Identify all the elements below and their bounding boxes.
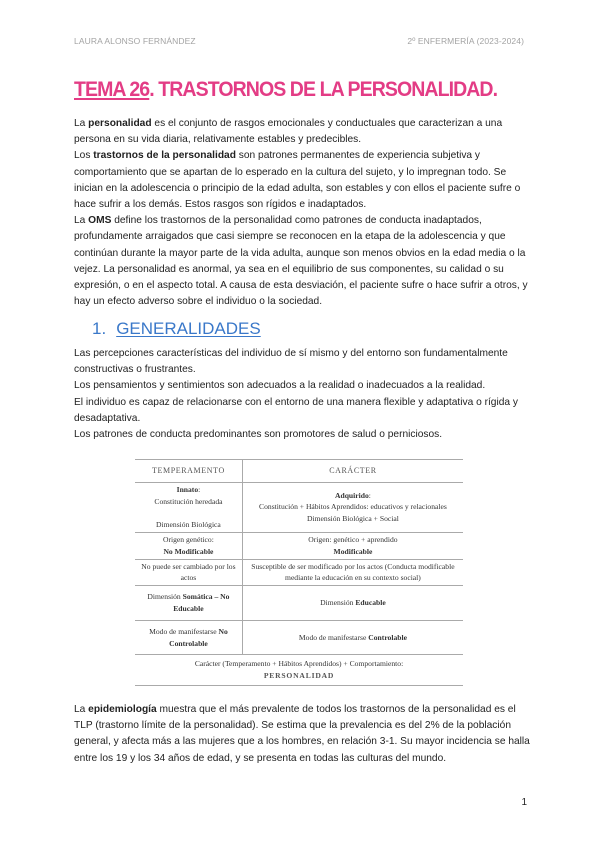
header-author: LAURA ALONSO FERNÁNDEZ (74, 36, 196, 46)
term-trastornos: trastornos de la personalidad (93, 150, 236, 162)
section-title: GENERALIDADES (116, 319, 261, 338)
title-text: . TRASTORNOS DE LA PERSONALIDAD. (149, 78, 498, 101)
page-number: 1 (521, 797, 527, 808)
intro-paragraph-3: La OMS define los trastornos de la personalidad como patrones de conducta inadaptados, profundamente arraigados que casi siempre se reconocen en la etapa de la adolescencia y que continúan durante la mayor parte de la vida adulta, aunque son menos obvios en la edad media o la vejez. La personalidad es anormal, ya sea en el equilibrio de sus componentes, su calidad o su expresión, o en el aspecto total. A causa de esta desviación, el paciente sufre o hace sufrir a otros, y hay un efecto adverso sobre el individuo o la sociedad. (74, 215, 528, 308)
intro-paragraph-1: La personalidad es el conjunto de rasgos emocionales y conductuales que caracterizan a una persona en su vida diaria, relativamente estables y predecibles. (74, 118, 503, 146)
table-cell: Dimensión Somática – No Educable (135, 586, 242, 621)
header-course: 2º ENFERMERÍA (2023-2024) (407, 36, 524, 46)
temperament-character-table (135, 459, 463, 686)
term-personalidad: personalidad (88, 118, 152, 129)
table-cell: No puede ser cambiado por los actos (135, 559, 242, 586)
epidemiology-paragraph: La epidemiología muestra que el más prevalente de todos los trastornos de la personalidad es el TLP (trastorno límite de la personalidad). Se estima que la prevalencia es del 2% de la población general, y afecta más a las mujeres que a los hombres, en relación 3-1. Su mayor incidencia se halla entre los 19 y los 34 años de edad, y se presenta en todas las culturas del mundo. (74, 704, 530, 764)
generalidades-line-1: Las percepciones características del individuo de sí mismo y del entorno son fundamentalmente constructivas o frustrantes. (74, 348, 508, 376)
generalidades-line-4: Los patrones de conducta predominantes son promotores de salud o perniciosos. (74, 429, 443, 441)
intro-paragraph-2: Los trastornos de la personalidad son patrones permanentes de experiencia subjetiva y comportamiento que se apartan de lo esperado en la cultura del sujeto, y lo impregnan todo. Se inician en la adolescencia o principio de la edad adulta, son estables y con ellos el paciente sufre o hace sufrir a los demás. Estos rasgos son rígidos e inadaptados. (74, 150, 521, 211)
table-cell: Susceptible de ser modificado por los actos (Conducta modificable mediante la educación en su contexto social) (242, 559, 463, 586)
table-cell: Adquirido: Constitución + Hábitos Aprendidos: educativos y relacionales Dimensión Biológica + Social (259, 490, 447, 524)
table-cell: Dimensión Educable (242, 586, 463, 621)
table-header-temperamento: TEMPERAMENTO (135, 460, 242, 483)
table-footer: Carácter (Temperamento + Hábitos Aprendidos) + Comportamiento: PERSONALIDAD (135, 655, 463, 686)
generalidades-line-3: El individuo es capaz de relacionarse con el entorno de una manera flexible y adaptativa o rígida y desadaptativa. (74, 396, 518, 424)
table-header-caracter: CARÁCTER (242, 460, 463, 483)
table-cell: Modo de manifestarse Controlable (242, 620, 463, 655)
table-cell: Modo de manifestarse No Controlable (135, 620, 242, 655)
page-title (74, 78, 497, 102)
intro-block (74, 116, 530, 310)
table-cell: Origen genético: No Modificable (135, 532, 242, 559)
section-heading-generalidades (92, 319, 261, 339)
term-epidemiologia: epidemiología (88, 704, 157, 715)
title-number: TEMA 26 (74, 78, 150, 101)
term-oms: OMS (88, 215, 112, 227)
generalidades-block (74, 346, 530, 443)
table-cell: Innato: Constitución heredada Dimensión Biológica (135, 482, 242, 532)
epidemiology-block (74, 702, 530, 767)
generalidades-line-2: Los pensamientos y sentimientos son adecuados a la realidad o inadecuados a la realidad. (74, 380, 486, 392)
table-cell: Origen: genético + aprendido Modificable (242, 532, 463, 559)
section-number: 1. (92, 319, 107, 338)
